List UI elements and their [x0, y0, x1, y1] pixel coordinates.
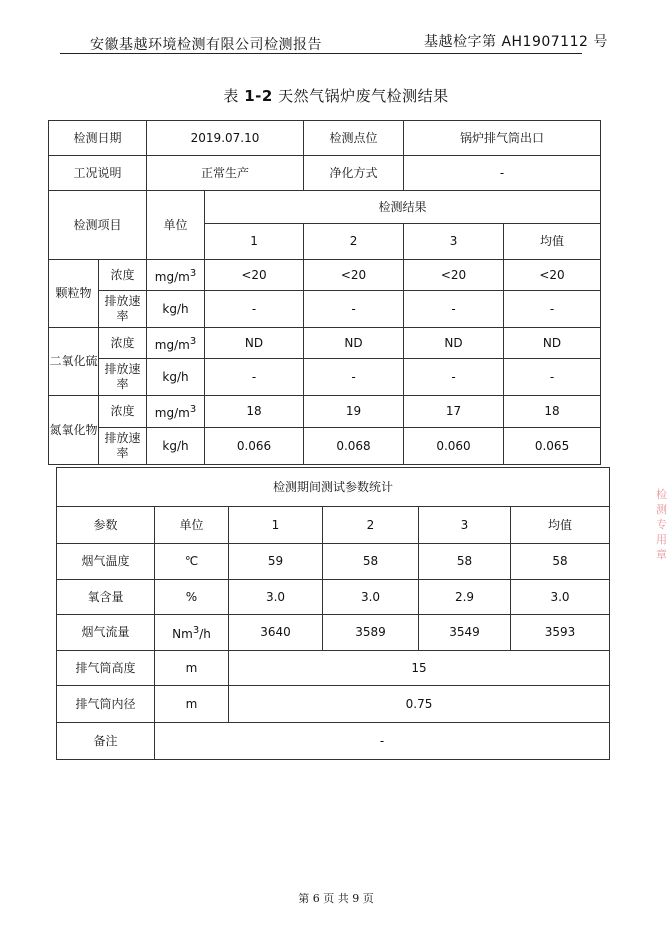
date-value: 2019.07.10 — [147, 121, 304, 156]
value-cell: 0.75 — [229, 686, 610, 723]
unit-sup: 3 — [189, 267, 197, 279]
value-cell: - — [404, 291, 504, 328]
unit-cell — [147, 291, 205, 328]
title-number: 1-2 — [244, 87, 273, 105]
param-header: 参数 — [57, 507, 155, 544]
results-header-row — [49, 191, 601, 224]
table-row — [57, 723, 610, 760]
results-group-header: 检测结果 — [205, 191, 601, 224]
value-cell: 15 — [229, 651, 610, 686]
unit-tail: /h — [199, 627, 211, 641]
params-table — [56, 467, 610, 760]
table-row — [49, 359, 601, 396]
remarks-label: 备注 — [57, 723, 155, 760]
unit-cell: m — [155, 686, 229, 723]
value-cell: 18 — [205, 396, 304, 428]
table-row — [49, 428, 601, 465]
column-header: 3 — [419, 507, 511, 544]
param-name: 排气筒内径 — [57, 686, 155, 723]
results-table — [48, 120, 601, 465]
value-cell: - — [304, 291, 404, 328]
purify-value: - — [404, 156, 601, 191]
point-label: 检测点位 — [304, 121, 404, 156]
unit-text: mg/m — [154, 337, 190, 352]
meta-row-date — [49, 121, 601, 156]
param-name: 排气筒高度 — [57, 651, 155, 686]
report-number: 基越检字第 AH1907112 号 — [424, 34, 608, 50]
value-cell: 3593 — [511, 615, 610, 651]
value-cell: 0.065 — [504, 428, 601, 465]
param-label: 浓度 — [99, 328, 147, 359]
params-section-title: 检测期间测试参数统计 — [57, 468, 610, 507]
unit-cell — [147, 428, 205, 465]
unit-header: 单位 — [147, 191, 205, 260]
value-cell: 3589 — [323, 615, 419, 651]
unit-cell: % — [155, 580, 229, 615]
point-value: 锅炉排气筒出口 — [404, 121, 601, 156]
table-row — [57, 651, 610, 686]
title-prefix: 表 — [223, 87, 245, 105]
value-cell: ND — [304, 328, 404, 359]
unit-sup: 3 — [192, 625, 200, 636]
param-label: 浓度 — [99, 396, 147, 428]
value-cell: 0.066 — [205, 428, 304, 465]
title-name: 天然气锅炉废气检测结果 — [272, 87, 449, 105]
item-header: 检测项目 — [49, 191, 147, 260]
unit-cell — [147, 260, 205, 291]
value-cell: - — [304, 359, 404, 396]
value-cell: 19 — [304, 396, 404, 428]
unit-text: Nm — [172, 627, 193, 641]
param-label: 浓度 — [99, 260, 147, 291]
purify-label: 净化方式 — [304, 156, 404, 191]
unit-cell — [147, 328, 205, 359]
value-cell: 58 — [323, 544, 419, 580]
unit-cell — [147, 359, 205, 396]
param-label: 排放速率 — [99, 428, 147, 465]
value-cell: 18 — [504, 396, 601, 428]
value-cell: 3640 — [229, 615, 323, 651]
value-cell: - — [504, 291, 601, 328]
table-row — [57, 615, 610, 651]
unit-cell: ℃ — [155, 544, 229, 580]
value-cell: <20 — [404, 260, 504, 291]
page-header — [0, 28, 672, 58]
unit-text: kg/h — [162, 438, 189, 453]
value-cell: ND — [205, 328, 304, 359]
param-name: 氧含量 — [57, 580, 155, 615]
value-cell: - — [205, 359, 304, 396]
table-title — [0, 85, 672, 106]
unit-text: mg/m — [154, 406, 190, 420]
unit-text: kg/h — [162, 301, 189, 316]
pollutant-particulate: 颗粒物 — [49, 260, 99, 328]
table-row — [49, 291, 601, 328]
condition-value: 正常生产 — [147, 156, 304, 191]
table-row — [57, 686, 610, 723]
params-header-row — [57, 507, 610, 544]
column-header: 3 — [404, 224, 504, 260]
seal-stamp-fragment: 检测专用章 — [656, 488, 667, 561]
column-header: 2 — [323, 507, 419, 544]
value-cell: - — [504, 359, 601, 396]
value-cell: 3.0 — [511, 580, 610, 615]
param-label: 排放速率 — [99, 359, 147, 396]
unit-text: kg/h — [162, 369, 189, 384]
unit-sup: 3 — [189, 404, 197, 415]
column-header: 均值 — [504, 224, 601, 260]
table-row — [57, 580, 610, 615]
unit-cell: m — [155, 651, 229, 686]
pollutant-so2: 二氧化硫 — [49, 328, 99, 396]
column-header: 1 — [205, 224, 304, 260]
value-cell: - — [404, 359, 504, 396]
condition-label: 工况说明 — [49, 156, 147, 191]
table-row — [49, 328, 601, 359]
header-divider — [60, 53, 582, 54]
unit-sup: 3 — [189, 335, 197, 347]
value-cell: <20 — [504, 260, 601, 291]
params-section-row — [57, 468, 610, 507]
pollutant-nox: 氮氧化物 — [49, 396, 99, 465]
value-cell: 17 — [404, 396, 504, 428]
value-cell: ND — [404, 328, 504, 359]
value-cell: 3.0 — [229, 580, 323, 615]
unit-header: 单位 — [155, 507, 229, 544]
value-cell: 2.9 — [419, 580, 511, 615]
param-name: 烟气流量 — [57, 615, 155, 651]
value-cell: 3549 — [419, 615, 511, 651]
unit-cell — [155, 615, 229, 651]
param-name: 烟气温度 — [57, 544, 155, 580]
column-header: 均值 — [511, 507, 610, 544]
page-number: 第 6 页 共 9 页 — [298, 892, 374, 905]
remarks-value: - — [155, 723, 610, 760]
value-cell: 3.0 — [323, 580, 419, 615]
table-row — [49, 260, 601, 291]
value-cell: 0.060 — [404, 428, 504, 465]
value-cell: 58 — [419, 544, 511, 580]
table-row — [49, 396, 601, 428]
company-report-title: 安徽基越环境检测有限公司检测报告 — [90, 37, 322, 53]
value-cell: ND — [504, 328, 601, 359]
value-cell: <20 — [304, 260, 404, 291]
value-cell: 59 — [229, 544, 323, 580]
table-row — [57, 544, 610, 580]
unit-cell — [147, 396, 205, 428]
value-cell: - — [205, 291, 304, 328]
meta-row-condition — [49, 156, 601, 191]
column-header: 2 — [304, 224, 404, 260]
param-label: 排放速率 — [99, 291, 147, 328]
value-cell: 58 — [511, 544, 610, 580]
date-label: 检测日期 — [49, 121, 147, 156]
value-cell: <20 — [205, 260, 304, 291]
column-header: 1 — [229, 507, 323, 544]
value-cell: 0.068 — [304, 428, 404, 465]
unit-text: mg/m — [154, 269, 190, 284]
